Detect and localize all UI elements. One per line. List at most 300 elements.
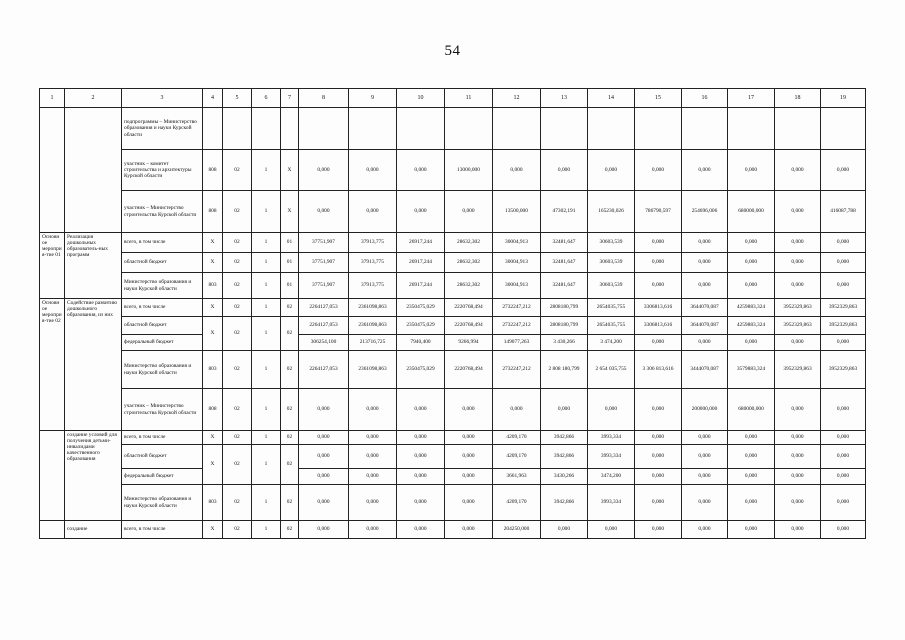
- table-cell: 2220768,494: [445, 351, 493, 389]
- table-cell: 3430,266: [541, 469, 588, 485]
- table-cell: 0,000: [299, 445, 349, 469]
- header-cell: 13: [541, 89, 588, 108]
- table-row: [40, 469, 866, 485]
- table-cell: 02: [223, 389, 252, 431]
- table-cell: 0,000: [775, 233, 821, 253]
- table-cell: 0,000: [635, 389, 682, 431]
- header-cell: 1: [40, 89, 65, 108]
- table-cell: 149077,263: [493, 335, 541, 351]
- table-cell: 3474,200: [588, 469, 635, 485]
- table-cell: 0,000: [775, 253, 821, 273]
- table-cell: 0,000: [821, 233, 866, 253]
- table-row: [40, 299, 866, 317]
- table-cell: 0,000: [682, 233, 728, 253]
- table-cell: 0,000: [588, 521, 635, 539]
- table-cell: 3444070,087: [682, 351, 728, 389]
- table-cell: 803: [203, 351, 223, 389]
- table-row: [40, 351, 866, 389]
- table-cell: 13500,000: [493, 191, 541, 233]
- table-cell: 0,000: [397, 150, 445, 191]
- table-cell: [635, 108, 682, 150]
- table-cell: 01: [281, 233, 299, 253]
- table-row: [40, 335, 866, 351]
- table-cell: 02: [281, 485, 299, 521]
- table-cell: 28632,302: [445, 233, 493, 253]
- table-cell: 02: [281, 351, 299, 389]
- table-cell: 0,000: [445, 191, 493, 233]
- table-cell: 1: [252, 445, 281, 485]
- table-cell: 1: [252, 191, 281, 233]
- table-cell: 165230,026: [588, 191, 635, 233]
- table-row: [40, 191, 866, 233]
- table-cell: 3942,866: [541, 445, 588, 469]
- table-cell: 200000,000: [682, 389, 728, 431]
- table-cell: 2264127,053: [299, 299, 349, 317]
- participant-cell: подпрограммы – Министерство образования и науки Курской области: [122, 108, 203, 150]
- table-cell: Х: [203, 521, 223, 539]
- table-cell: 30004,913: [493, 253, 541, 273]
- table-cell: 2361098,863: [349, 351, 397, 389]
- table-cell: 1: [252, 431, 281, 445]
- table-cell: 0,000: [397, 431, 445, 445]
- table-cell: 3 306 813,616: [635, 351, 682, 389]
- table-cell: 0,000: [635, 521, 682, 539]
- header-cell: 2: [65, 89, 122, 108]
- col2-cell: [65, 108, 122, 233]
- table-cell: 02: [223, 445, 252, 485]
- table-cell: 1: [252, 351, 281, 389]
- table-cell: 1: [252, 150, 281, 191]
- table-cell: 0,000: [728, 335, 775, 351]
- table-cell: 0,000: [493, 389, 541, 431]
- table-cell: 0,000: [588, 389, 635, 431]
- header-cell: 18: [775, 89, 821, 108]
- table-row: [40, 317, 866, 335]
- table-cell: 0,000: [682, 335, 728, 351]
- table-cell: 0,000: [349, 469, 397, 485]
- table-cell: 0,000: [728, 445, 775, 469]
- activity-description: создание условий для получения детьми-инвалидами качественного образования: [65, 431, 122, 521]
- table-cell: 26917,244: [397, 233, 445, 253]
- table-cell: 1: [252, 521, 281, 539]
- table-cell: 02: [281, 445, 299, 485]
- table-cell: 32481,647: [541, 253, 588, 273]
- table-cell: Х: [203, 253, 223, 273]
- table-cell: 0,000: [775, 150, 821, 191]
- table-cell: 0,000: [397, 445, 445, 469]
- table-cell: 37751,907: [299, 233, 349, 253]
- activity-description: Содействие развитию дошкольного образования, из них: [65, 299, 122, 431]
- table-cell: Х: [281, 150, 299, 191]
- table-cell: 2361098,863: [349, 299, 397, 317]
- table-cell: 0,000: [541, 521, 588, 539]
- table-cell: Х: [203, 445, 223, 485]
- table-cell: 0,000: [821, 485, 866, 521]
- table-cell: 0,000: [821, 445, 866, 469]
- table-cell: 1: [252, 233, 281, 253]
- table-cell: 3993,334: [588, 485, 635, 521]
- table-cell: 2732247,212: [493, 317, 541, 335]
- funding-source: всего, в том числе: [122, 233, 203, 253]
- table-cell: [493, 108, 541, 150]
- table-cell: [299, 108, 349, 150]
- table-cell: 02: [223, 431, 252, 445]
- table-cell: 2808180,799: [541, 299, 588, 317]
- header-cell: 16: [682, 89, 728, 108]
- table-cell: 02: [223, 317, 252, 351]
- col1-cell: [40, 108, 65, 233]
- table-cell: 0,000: [728, 253, 775, 273]
- table-cell: 02: [223, 253, 252, 273]
- table-cell: 0,000: [349, 191, 397, 233]
- activity-description: Реализация дошкольных образователь-ных программ: [65, 233, 122, 299]
- table-cell: 3942,866: [541, 485, 588, 521]
- table-cell: 0,000: [349, 389, 397, 431]
- table-row: [40, 485, 866, 521]
- table-cell: 0,000: [445, 485, 493, 521]
- table-cell: 4209,170: [493, 485, 541, 521]
- table-cell: 3306813,616: [635, 317, 682, 335]
- table-cell: 02: [223, 299, 252, 317]
- table-cell: 0,000: [397, 485, 445, 521]
- table-cell: 02: [223, 233, 252, 253]
- header-cell: 4: [203, 89, 223, 108]
- table-cell: 0,000: [821, 335, 866, 351]
- header-cell: 19: [821, 89, 866, 108]
- header-cell: 17: [728, 89, 775, 108]
- table-cell: 2220768,494: [445, 317, 493, 335]
- table-cell: 0,000: [728, 521, 775, 539]
- table-cell: 0,000: [682, 521, 728, 539]
- table-cell: 0,000: [821, 150, 866, 191]
- funding-source: всего, в том числе: [122, 431, 203, 445]
- table-cell: Х: [203, 299, 223, 317]
- table-body: [40, 89, 866, 539]
- table-cell: 213716,725: [349, 335, 397, 351]
- funding-source: Министерство образования и науки Курской области: [122, 273, 203, 299]
- table-cell: 0,000: [821, 253, 866, 273]
- header-cell: 15: [635, 89, 682, 108]
- table-cell: 0,000: [775, 521, 821, 539]
- table-cell: 0,000: [682, 431, 728, 445]
- table-cell: [252, 108, 281, 150]
- table-cell: 0,000: [821, 389, 866, 431]
- table-cell: 3952329,863: [821, 351, 866, 389]
- table-cell: 0,000: [299, 521, 349, 539]
- table-cell: 0,000: [397, 389, 445, 431]
- table-cell: 1: [252, 317, 281, 351]
- table-cell: 3942,866: [541, 431, 588, 445]
- funding-source: областной бюджет: [122, 317, 203, 335]
- table-cell: 37913,775: [349, 233, 397, 253]
- header-cell: 11: [445, 89, 493, 108]
- table-cell: 2808180,799: [541, 317, 588, 335]
- table-cell: 02: [223, 485, 252, 521]
- table-cell: 786790,597: [635, 191, 682, 233]
- table-cell: 0,000: [728, 233, 775, 253]
- header-cell: 3: [122, 89, 203, 108]
- table-cell: 0,000: [682, 445, 728, 469]
- table-cell: 0,000: [349, 150, 397, 191]
- table-cell: 01: [281, 273, 299, 299]
- table-cell: 0,000: [728, 150, 775, 191]
- header-cell: 9: [349, 89, 397, 108]
- table-cell: 2350475,029: [397, 317, 445, 335]
- table-cell: 0,000: [821, 431, 866, 445]
- funding-source: федеральный бюджет: [122, 335, 203, 351]
- table-cell: 4209,170: [493, 445, 541, 469]
- table-row: [40, 521, 866, 539]
- table-cell: 0,000: [349, 485, 397, 521]
- table-cell: 3952329,863: [821, 299, 866, 317]
- participant-cell: участник – Министерство строительства Курской области: [122, 191, 203, 233]
- table-cell: 2264127,053: [299, 317, 349, 335]
- table-cell: 0,000: [541, 389, 588, 431]
- activity-name: Основное мероприя-тие 02: [40, 299, 65, 431]
- table-cell: [445, 108, 493, 150]
- table-cell: [821, 108, 866, 150]
- table-row: [40, 445, 866, 469]
- header-row: [40, 89, 866, 108]
- participant-cell: Министерство образования и науки Курской области: [122, 351, 203, 389]
- table-cell: 680000,000: [728, 389, 775, 431]
- table-cell: 13000,000: [445, 150, 493, 191]
- table-cell: 0,000: [635, 233, 682, 253]
- table-cell: 4259883,324: [728, 299, 775, 317]
- table-cell: 0,000: [635, 253, 682, 273]
- table-cell: 808: [203, 389, 223, 431]
- table-cell: 0,000: [299, 469, 349, 485]
- table-cell: 3661,963: [493, 469, 541, 485]
- table-cell: [728, 108, 775, 150]
- page-number: 54: [444, 43, 461, 59]
- table-cell: Х: [203, 431, 223, 445]
- table-row: [40, 108, 866, 150]
- header-cell: 7: [281, 89, 299, 108]
- table-cell: 26917,244: [397, 253, 445, 273]
- table-cell: 0,000: [299, 431, 349, 445]
- table-cell: [541, 108, 588, 150]
- table-cell: 37751,907: [299, 273, 349, 299]
- funding-source: федеральный бюджет: [122, 469, 203, 485]
- table-cell: 0,000: [635, 445, 682, 469]
- table-cell: 3952329,863: [775, 351, 821, 389]
- table-cell: 3306813,616: [635, 299, 682, 317]
- table-cell: [349, 108, 397, 150]
- table-cell: 0,000: [775, 389, 821, 431]
- table-cell: 3952329,863: [775, 317, 821, 335]
- table-cell: 680000,000: [728, 191, 775, 233]
- table-cell: 2220768,494: [445, 299, 493, 317]
- table-cell: 0,000: [682, 253, 728, 273]
- table-cell: [203, 108, 223, 150]
- table-cell: 0,000: [728, 485, 775, 521]
- table-cell: 3952329,863: [821, 317, 866, 335]
- table-cell: 2 654 035,755: [588, 351, 635, 389]
- table-cell: 02: [223, 521, 252, 539]
- table-cell: 26917,244: [397, 273, 445, 299]
- table-cell: 0,000: [821, 469, 866, 485]
- table-cell: 7940,400: [397, 335, 445, 351]
- table-cell: 30004,913: [493, 233, 541, 253]
- table-cell: 1: [252, 299, 281, 317]
- table-cell: 0,000: [635, 273, 682, 299]
- table-cell: 9266,994: [445, 335, 493, 351]
- table-cell: 0,000: [635, 431, 682, 445]
- table-cell: 0,000: [682, 273, 728, 299]
- table-cell: 47302,191: [541, 191, 588, 233]
- participant-cell: Министерство образования и науки Курской области: [122, 485, 203, 521]
- table-cell: 02: [281, 431, 299, 445]
- table-cell: 0,000: [728, 273, 775, 299]
- table-cell: 803: [203, 273, 223, 299]
- table-cell: 02: [223, 273, 252, 299]
- funding-source: всего, в том числе: [122, 521, 203, 539]
- table-cell: 30004,913: [493, 273, 541, 299]
- header-cell: 6: [252, 89, 281, 108]
- table-cell: 808: [203, 191, 223, 233]
- table-cell: Х: [281, 191, 299, 233]
- table-row: [40, 389, 866, 431]
- table-cell: 0,000: [349, 521, 397, 539]
- table-cell: 28632,302: [445, 253, 493, 273]
- header-cell: 14: [588, 89, 635, 108]
- table-cell: 3644070,087: [682, 317, 728, 335]
- table-cell: 37913,775: [349, 273, 397, 299]
- table-cell: 02: [281, 389, 299, 431]
- table-cell: 3993,334: [588, 431, 635, 445]
- table-cell: 2361098,863: [349, 317, 397, 335]
- table-cell: 32481,647: [541, 273, 588, 299]
- header-cell: 5: [223, 89, 252, 108]
- table-cell: 0,000: [682, 485, 728, 521]
- table-cell: 0,000: [349, 431, 397, 445]
- table-cell: 30603,539: [588, 233, 635, 253]
- table-cell: 2 808 180,799: [541, 351, 588, 389]
- table-cell: 0,000: [588, 150, 635, 191]
- table-cell: 02: [281, 299, 299, 317]
- table-row: [40, 253, 866, 273]
- table-cell: 0,000: [635, 469, 682, 485]
- header-cell: 8: [299, 89, 349, 108]
- table-cell: 0,000: [775, 191, 821, 233]
- activity-description: создание: [65, 521, 122, 539]
- table-row: [40, 150, 866, 191]
- table-cell: 37913,775: [349, 253, 397, 273]
- table-cell: 3 474,200: [588, 335, 635, 351]
- table-cell: 1: [252, 389, 281, 431]
- table-cell: 1: [252, 273, 281, 299]
- table-cell: 0,000: [299, 150, 349, 191]
- table-cell: 254696,006: [682, 191, 728, 233]
- funding-source: всего, в том числе: [122, 299, 203, 317]
- table-cell: 2264127,053: [299, 351, 349, 389]
- table-cell: 2732247,212: [493, 351, 541, 389]
- table-cell: 0,000: [445, 521, 493, 539]
- table-cell: 2350475,029: [397, 351, 445, 389]
- table-cell: 0,000: [349, 445, 397, 469]
- table-cell: 803: [203, 485, 223, 521]
- table-cell: 0,000: [775, 335, 821, 351]
- table-cell: 0,000: [682, 150, 728, 191]
- funding-source: областной бюджет: [122, 445, 203, 469]
- table-cell: 0,000: [821, 273, 866, 299]
- table-cell: 0,000: [397, 521, 445, 539]
- table-cell: 0,000: [775, 273, 821, 299]
- table-cell: 0,000: [728, 431, 775, 445]
- table-cell: 0,000: [775, 485, 821, 521]
- table-cell: 4209,170: [493, 431, 541, 445]
- budget-table: [39, 88, 866, 539]
- table-cell: 3579883,324: [728, 351, 775, 389]
- table-cell: 3993,334: [588, 445, 635, 469]
- participant-cell: участник – комитет строительства и архитектуры Курской области: [122, 150, 203, 191]
- header-cell: 10: [397, 89, 445, 108]
- table-cell: 2350475,029: [397, 299, 445, 317]
- header-cell: 12: [493, 89, 541, 108]
- table-cell: 2654035,755: [588, 317, 635, 335]
- table-cell: 02: [223, 150, 252, 191]
- table-cell: 02: [223, 351, 252, 389]
- table-cell: 2732247,212: [493, 299, 541, 317]
- table-cell: 0,000: [635, 335, 682, 351]
- participant-cell: участник – Министерство строительства Курской области: [122, 389, 203, 431]
- table-cell: 0,000: [775, 445, 821, 469]
- table-cell: 0,000: [299, 191, 349, 233]
- table-cell: [223, 108, 252, 150]
- table-cell: [397, 108, 445, 150]
- activity-name: Основное мероприя-тие 01: [40, 233, 65, 299]
- table-cell: 0,000: [775, 469, 821, 485]
- table-cell: 0,000: [541, 150, 588, 191]
- table-cell: 1: [252, 253, 281, 273]
- table-cell: 37751,907: [299, 253, 349, 273]
- table-cell: 0,000: [775, 431, 821, 445]
- table-cell: 0,000: [635, 150, 682, 191]
- table-cell: 0,000: [299, 389, 349, 431]
- table-row: [40, 273, 866, 299]
- table-cell: [281, 108, 299, 150]
- table-cell: 0,000: [445, 389, 493, 431]
- col1-cell: [40, 521, 65, 539]
- table-cell: 0,000: [445, 431, 493, 445]
- table-cell: 32481,647: [541, 233, 588, 253]
- table-cell: [775, 108, 821, 150]
- table-cell: 0,000: [397, 191, 445, 233]
- funding-source: областной бюджет: [122, 253, 203, 273]
- table-cell: 2654035,755: [588, 299, 635, 317]
- table-cell: 0,000: [299, 485, 349, 521]
- table-cell: 0,000: [445, 445, 493, 469]
- table-cell: 30603,539: [588, 253, 635, 273]
- table-cell: 416087,788: [821, 191, 866, 233]
- table-cell: 0,000: [397, 469, 445, 485]
- table-row: [40, 233, 866, 253]
- table-cell: 3 430,266: [541, 335, 588, 351]
- table-cell: 28632,302: [445, 273, 493, 299]
- table-cell: Х: [203, 233, 223, 253]
- table-cell: Х: [203, 317, 223, 351]
- table-cell: 30603,539: [588, 273, 635, 299]
- table-cell: [682, 108, 728, 150]
- table-cell: 808: [203, 150, 223, 191]
- table-cell: 0,000: [728, 469, 775, 485]
- table-row: [40, 431, 866, 445]
- table-cell: 02: [281, 521, 299, 539]
- table-cell: 02: [281, 317, 299, 351]
- table-cell: 4259883,324: [728, 317, 775, 335]
- table-cell: 0,000: [445, 469, 493, 485]
